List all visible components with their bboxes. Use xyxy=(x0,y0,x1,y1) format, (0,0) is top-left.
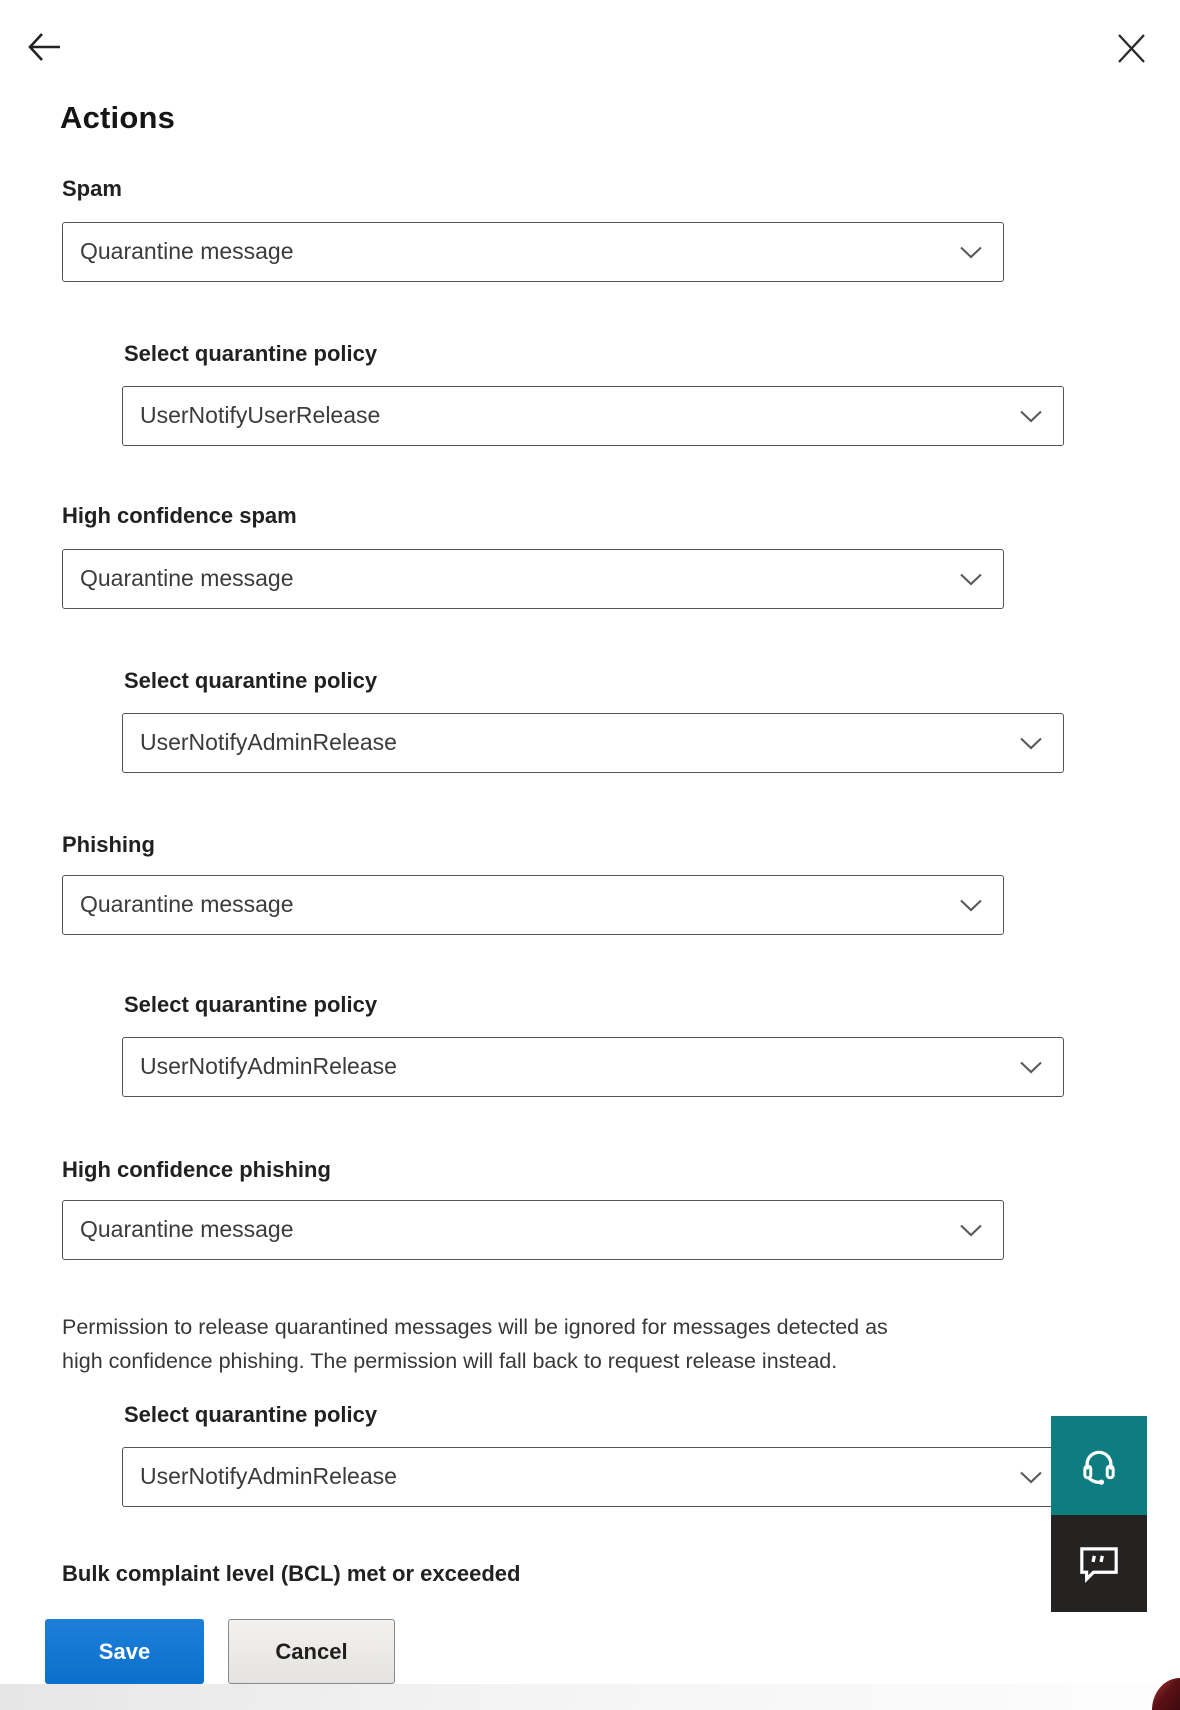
close-button[interactable] xyxy=(1114,31,1148,65)
chevron-down-icon xyxy=(1019,410,1043,423)
chevron-down-icon xyxy=(1019,1061,1043,1074)
dropdown-value: UserNotifyAdminRelease xyxy=(140,1053,397,1079)
high-confidence-phishing-quarantine-policy-dropdown[interactable] xyxy=(122,1447,1064,1507)
phishing-quarantine-policy-dropdown[interactable] xyxy=(122,1037,1064,1097)
chevron-down-icon xyxy=(959,573,983,586)
phishing-quarantine-policy-label: Select quarantine policy xyxy=(124,992,378,1017)
feedback-button[interactable] xyxy=(1051,1515,1147,1612)
page-title: Actions xyxy=(60,100,176,135)
corner-decoration xyxy=(1152,1678,1180,1710)
cancel-button[interactable]: Cancel xyxy=(228,1619,395,1684)
chevron-down-icon xyxy=(959,246,983,259)
high-confidence-spam-action-dropdown[interactable] xyxy=(62,549,1004,609)
back-button[interactable] xyxy=(25,28,63,66)
high-confidence-spam-label: High confidence spam xyxy=(62,503,297,528)
dropdown-value: Quarantine message xyxy=(80,565,294,591)
high-confidence-phishing-action-dropdown[interactable] xyxy=(62,1200,1004,1260)
bulk-complaint-level-label: Bulk complaint level (BCL) met or exceeded xyxy=(62,1561,521,1586)
dropdown-value: Quarantine message xyxy=(80,891,294,917)
feedback-icon xyxy=(1077,1544,1121,1584)
high-confidence-spam-quarantine-policy-dropdown[interactable] xyxy=(122,713,1064,773)
dropdown-value: Quarantine message xyxy=(80,238,294,264)
phishing-action-dropdown[interactable] xyxy=(62,875,1004,935)
headset-icon xyxy=(1078,1444,1120,1488)
back-arrow-icon xyxy=(25,28,63,66)
spam-quarantine-policy-label: Select quarantine policy xyxy=(124,341,378,366)
background-gradient-strip xyxy=(0,1684,1180,1710)
help-button[interactable] xyxy=(1051,1416,1147,1515)
note-line: Permission to release quarantined messages will be ignored for messages detected as xyxy=(62,1315,888,1339)
spam-action-dropdown[interactable] xyxy=(62,222,1004,282)
spam-label: Spam xyxy=(62,176,122,201)
chevron-down-icon xyxy=(1019,737,1043,750)
save-button[interactable]: Save xyxy=(45,1619,204,1684)
dropdown-value: UserNotifyAdminRelease xyxy=(140,729,397,755)
high-confidence-phishing-label: High confidence phishing xyxy=(62,1157,331,1182)
close-icon xyxy=(1114,31,1148,65)
high-confidence-spam-quarantine-policy-label: Select quarantine policy xyxy=(124,668,378,693)
high-confidence-phishing-quarantine-policy-label: Select quarantine policy xyxy=(124,1402,378,1427)
note-line: high confidence phishing. The permission will fall back to request release instead. xyxy=(62,1349,838,1373)
dropdown-value: Quarantine message xyxy=(80,1216,294,1242)
high-confidence-phishing-note xyxy=(62,1310,1172,1378)
dropdown-value: UserNotifyAdminRelease xyxy=(140,1463,397,1489)
chevron-down-icon xyxy=(1019,1471,1043,1484)
chevron-down-icon xyxy=(959,1224,983,1237)
phishing-label: Phishing xyxy=(62,832,155,857)
spam-quarantine-policy-dropdown[interactable] xyxy=(122,386,1064,446)
dropdown-value: UserNotifyUserRelease xyxy=(140,402,381,428)
chevron-down-icon xyxy=(959,899,983,912)
